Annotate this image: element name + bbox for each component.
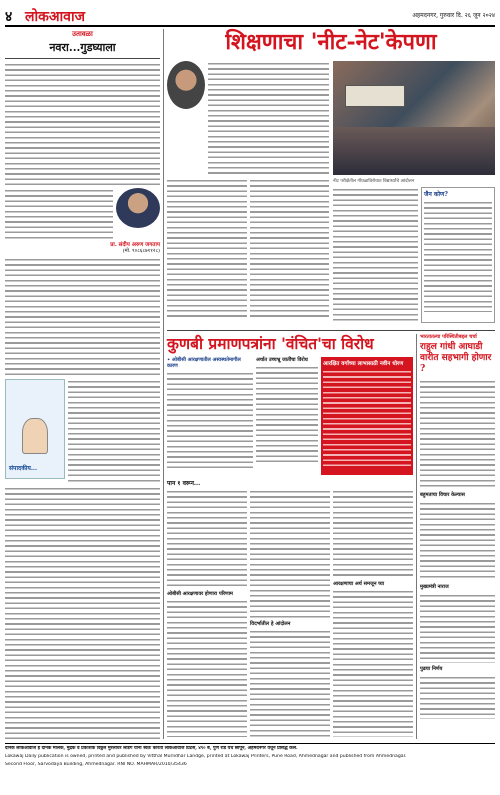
lead-sidebar-headline: जैन कोण? — [424, 191, 448, 198]
cartoon-side-text — [68, 379, 160, 483]
left-column-divider — [163, 29, 164, 739]
page-number: ४ — [5, 9, 13, 25]
second-box2-text — [256, 365, 318, 465]
cartoon-figure — [22, 418, 48, 454]
second-body-col3 — [333, 489, 413, 579]
masthead-rule — [5, 25, 495, 27]
lead-sidebar-text — [424, 200, 492, 312]
column-title-rule — [5, 58, 160, 59]
protest-photo — [333, 61, 495, 175]
second-box1-text — [167, 371, 253, 471]
footer-imprint-english: Lokawaj Daily publication is owned, printed and published by Vitthal Murlidhar Landge, printed at Lokawaj Printers, Pune Road, Ahmednagar and published from Ahmednagar. — [5, 754, 407, 759]
right-body-1 — [420, 379, 495, 489]
second-box1 — [167, 357, 253, 475]
lead-body-col1 — [167, 178, 247, 320]
columnist-photo — [116, 188, 160, 228]
left-column — [5, 29, 160, 739]
second-headline: कुणबी प्रमाणपत्रांना 'वंचित'चा विरोध — [167, 334, 374, 353]
cartoon-illustration — [5, 379, 65, 479]
right-sub1: बहुमताचा विचार केल्यास — [420, 492, 465, 498]
lead-story — [167, 29, 495, 329]
second-sub1: ओबीसी आरक्षणावर होणारा परिणाम — [167, 591, 233, 597]
columnist-phone: (मो. ९०८६८७११२८) — [122, 248, 160, 254]
lead-sidebar-box — [421, 187, 495, 323]
protest-photo-caption: नीट परीक्षेतील गोंधळाविरोधात विद्यार्थ्यांचे आंदोलन — [333, 179, 415, 184]
lead-headline: शिक्षणाचा 'नीट-नेट'केपणा — [225, 29, 437, 55]
protest-banner — [345, 85, 405, 107]
second-story — [167, 334, 413, 739]
second-body-col2 — [250, 489, 330, 619]
lead-left-block — [167, 61, 329, 323]
lead-bottom-rule — [167, 330, 495, 331]
second-box2-title: अर्थात उच्चभ्रू जातींचा विरोध — [256, 357, 308, 363]
second-box3-text — [323, 369, 411, 469]
column-text-top — [5, 62, 160, 186]
lead-intro-text — [208, 61, 329, 175]
right-teaser: भारतातल्या परिस्थितीबद्दल चर्चा — [420, 334, 477, 340]
right-story — [420, 334, 495, 739]
lead-content — [167, 61, 495, 323]
second-sub3: आरक्षणाचा अर्थ समजून घ्या — [333, 581, 385, 587]
cartoon-box — [5, 379, 160, 483]
columnist-left-text — [5, 188, 113, 240]
second-box3-heading: आरक्षित वर्गाच्या लाभासाठी नवीन धोरण — [323, 361, 404, 367]
second-body-col1b — [167, 599, 247, 737]
second-sub2: विदर्भातील हे आंदोलन — [250, 621, 291, 627]
masthead — [5, 6, 495, 24]
masthead-meta: अहमदनगर, गुरुवार दि. २६ जून २०२४ — [412, 12, 495, 19]
column-kicker: उतावळा — [72, 29, 93, 38]
second-box1-title: • ओबीसी आरक्षणातील अस्वस्थतेमागील कारण — [167, 357, 241, 369]
second-body-col3b — [333, 589, 413, 737]
footer-address: Second Floor, Sarvodaya Building, Ahmednagar. RNI NO. MAHMAR/2010/35436 — [5, 762, 187, 767]
lead-body-col2 — [250, 178, 330, 320]
lead-right-block — [333, 61, 495, 323]
lead-body-col3 — [333, 187, 418, 323]
column-text-mid — [5, 257, 160, 377]
cartoon-caption: संपादकीय... — [9, 465, 38, 472]
right-sub3: पुढचा निर्णय — [420, 666, 443, 672]
protest-crowd — [333, 127, 495, 175]
columnist-name: प्रा. संदीप अरुण जगताप — [110, 242, 160, 248]
right-column-divider — [416, 334, 417, 739]
second-box3 — [321, 357, 413, 475]
second-body-col2b — [250, 629, 330, 737]
columnist-box — [5, 188, 160, 240]
column-text-bottom — [5, 486, 160, 744]
right-body-3 — [420, 593, 495, 663]
footer — [5, 746, 495, 790]
right-sub2: मुख्यमंत्री नाराज — [420, 584, 449, 590]
right-body-2 — [420, 501, 495, 581]
masthead-logo: लोकआवाज — [25, 9, 85, 25]
second-box2 — [256, 357, 318, 475]
footer-imprint-marathi: दैनिक लोकआवाज हे दैनिक मालक, मुद्रक व प्रकाशक विठ्ठल मुरलीधर लांडगे यांनी स्वतः करिता लोकआवाज प्रिंटर्स, ४९० ब, पुणे रोड येथे छापून, अहमदनगर येथून प्रसिद्ध केले. — [5, 746, 298, 751]
footer-rule — [5, 743, 495, 744]
column-title: नवरा...गुडघ्याला — [49, 41, 116, 54]
second-body-col1 — [167, 489, 247, 589]
right-body-4 — [420, 675, 495, 719]
lead-thumb-photo — [167, 61, 205, 109]
right-headline: राहुल गांधी आघाडी वारीत सहभागी होणार ? — [420, 342, 492, 374]
page-turn: पान १ वरून... — [167, 480, 201, 487]
